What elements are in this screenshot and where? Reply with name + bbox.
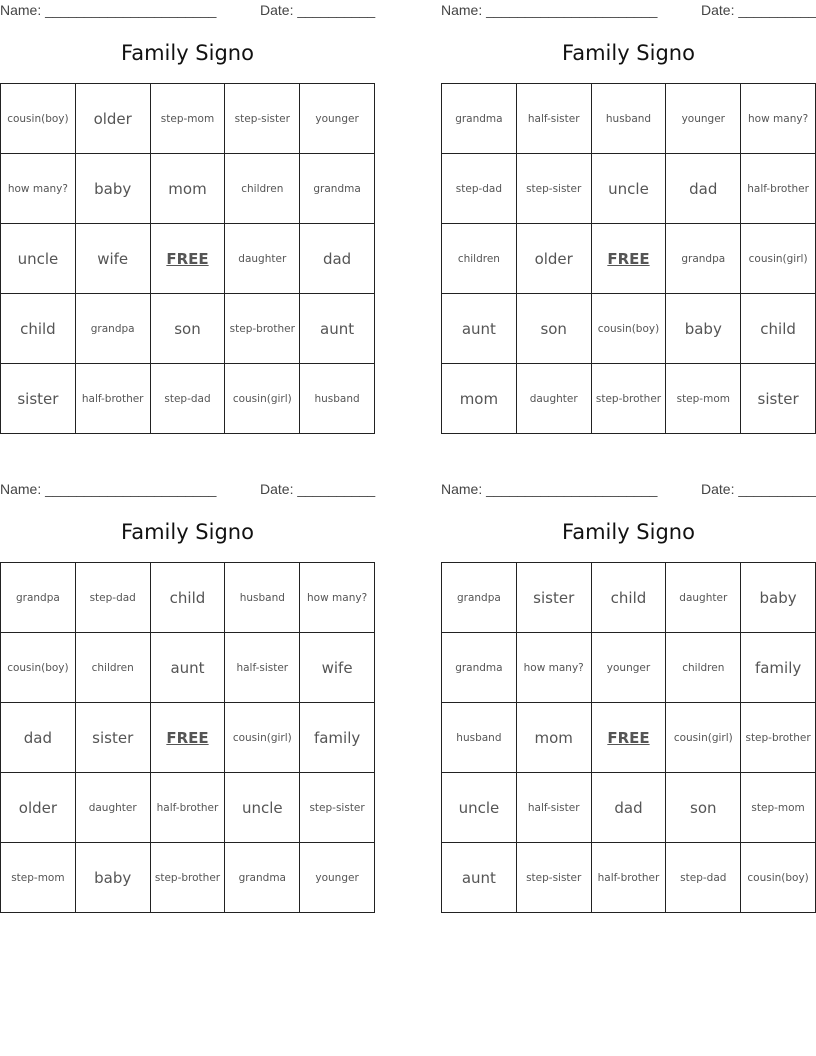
cell-text: sister [757,389,799,408]
bingo-cell [225,843,300,913]
bingo-cell [1,84,76,154]
bingo-cell [300,294,375,364]
cell-text: cousin(girl) [232,392,292,405]
bingo-cell [442,294,517,364]
cell-text: older [534,249,573,268]
cell-text: son [690,798,717,817]
cell-text: step-dad [164,392,211,405]
name-field: Name: ______________________ [0,481,217,497]
bingo-cell [225,563,300,633]
name-field: Name: ______________________ [441,2,658,18]
cell-text: wife [97,249,129,268]
cell-text: cousin(boy) [7,112,69,125]
cell-text: dad [23,728,53,747]
cell-text: wife [321,658,353,677]
bingo-cell [151,843,226,913]
cell-text: step-sister [234,112,290,125]
cell-text: cousin(girl) [232,731,292,744]
bingo-cell [76,294,151,364]
cell-text: half-brother [81,392,144,405]
bingo-cell [517,294,592,364]
cell-text: FREE [607,728,650,747]
cell-text: how many? [523,661,584,674]
cell-text: son [174,319,201,338]
cell-text: half-sister [527,112,580,125]
cell-text: older [18,798,58,817]
bingo-cell [741,224,816,294]
cell-text: family [313,728,361,747]
bingo-cell [300,563,375,633]
bingo-cell [592,84,667,154]
bingo-cell [300,773,375,843]
cell-text: children [682,661,725,674]
cell-text: daughter [529,392,578,405]
cell-text: aunt [320,319,355,338]
bingo-cell [1,703,76,773]
bingo-cell [666,843,741,913]
name-field: Name: ______________________ [0,2,217,18]
cell-text: grandpa [681,252,726,265]
bingo-cell [1,154,76,224]
bingo-cell [592,843,667,913]
bingo-cell [741,843,816,913]
date-field: Date: __________ [701,2,816,18]
cell-text: child [169,588,206,607]
bingo-grid [441,562,816,913]
bingo-cell [666,633,741,703]
free-space [592,703,667,773]
bingo-cell [517,773,592,843]
cell-text: step-dad [680,871,727,884]
cell-text: dad [322,249,352,268]
bingo-cell [76,154,151,224]
bingo-cell [300,703,375,773]
name-field: Name: ______________________ [441,481,658,497]
free-space [151,224,226,294]
bingo-cell [1,294,76,364]
bingo-cell [592,364,667,434]
bingo-cell [151,563,226,633]
cell-text: step-mom [751,801,805,814]
bingo-cell [666,224,741,294]
card-title: Family Signo [562,520,695,544]
bingo-cell [592,294,667,364]
card-title: Family Signo [121,520,254,544]
cell-text: FREE [166,249,209,268]
bingo-cell [76,843,151,913]
bingo-cell [300,224,375,294]
bingo-cell [517,843,592,913]
cell-text: husband [605,112,652,125]
bingo-cell [741,773,816,843]
cell-text: FREE [607,249,650,268]
bingo-cell [225,633,300,703]
cell-text: mom [534,728,573,747]
cell-text: half-brother [156,801,219,814]
bingo-cell [151,84,226,154]
cell-text: half-brother [597,871,660,884]
bingo-cell [741,294,816,364]
cell-text: grandma [455,661,503,674]
bingo-cell [76,563,151,633]
bingo-cell [76,224,151,294]
cell-text: younger [606,661,651,674]
bingo-cell [442,364,517,434]
cell-text: cousin(boy) [597,322,660,335]
cell-text: grandpa [456,591,501,604]
bingo-cell [225,294,300,364]
bingo-cell [225,364,300,434]
bingo-cell [225,773,300,843]
bingo-cell [225,84,300,154]
cell-text: grandma [313,182,361,195]
cell-text: younger [315,871,359,884]
bingo-cell [225,154,300,224]
cell-text: mom [168,179,207,198]
bingo-cell [300,84,375,154]
bingo-cell [517,633,592,703]
bingo-cell [517,563,592,633]
date-field: Date: __________ [701,481,816,497]
cell-text: child [20,319,56,338]
bingo-cell [592,773,667,843]
cell-text: step-dad [455,182,503,195]
cell-text: younger [681,112,725,125]
cell-text: children [457,252,500,265]
cell-text: daughter [679,591,728,604]
bingo-cell [442,563,517,633]
cell-text: how many? [7,182,68,195]
date-field: Date: __________ [260,481,376,497]
bingo-cell [300,154,375,224]
cell-text: daughter [88,801,137,814]
cell-text: daughter [238,252,287,265]
bingo-cell [76,773,151,843]
cell-text: step-mom [160,112,215,125]
bingo-cell [300,843,375,913]
bingo-cell [442,773,517,843]
bingo-cell [517,364,592,434]
cell-text: husband [456,731,502,744]
cell-text: baby [684,319,722,338]
card-title: Family Signo [562,41,695,65]
cell-text: uncle [458,798,500,817]
bingo-cell [741,364,816,434]
bingo-grid [441,83,816,434]
bingo-cell [666,773,741,843]
cell-text: FREE [166,728,209,747]
cell-text: step-brother [595,392,662,405]
card-header [441,481,816,499]
bingo-cell [1,843,76,913]
cell-text: baby [94,868,132,887]
bingo-cell [1,224,76,294]
cell-text: grandpa [15,591,60,604]
free-space [151,703,226,773]
bingo-cell [666,84,741,154]
card-header [0,2,375,20]
card-title: Family Signo [121,41,254,65]
bingo-card-4 [441,479,816,913]
bingo-cell [76,364,151,434]
bingo-cell [225,224,300,294]
cell-text: child [610,588,647,607]
bingo-card-3 [0,479,375,913]
bingo-cell [442,633,517,703]
cell-text: step-sister [309,801,365,814]
bingo-cell [666,294,741,364]
bingo-cell [517,703,592,773]
cell-text: aunt [461,868,496,887]
cell-text: children [91,661,134,674]
bingo-cell [1,773,76,843]
bingo-cell [442,154,517,224]
cell-text: uncle [17,249,59,268]
bingo-cell [151,154,226,224]
free-space [592,224,667,294]
bingo-cell [442,703,517,773]
cell-text: step-mom [676,392,730,405]
bingo-card-1 [0,0,375,434]
cell-text: sister [533,588,575,607]
cell-text: younger [315,112,359,125]
cell-text: grandpa [90,322,135,335]
bingo-grid [0,83,375,434]
cell-text: cousin(boy) [7,661,69,674]
bingo-cell [151,633,226,703]
cell-text: sister [92,728,134,747]
cell-text: cousin(boy) [747,871,809,884]
cell-text: husband [314,392,360,405]
bingo-cell [741,703,816,773]
cell-text: how many? [748,112,809,125]
cell-text: family [754,658,802,677]
bingo-cell [1,563,76,633]
cell-text: step-brother [154,871,221,884]
bingo-grid [0,562,375,913]
cell-text: how many? [307,591,368,604]
cell-text: step-brother [229,322,295,335]
bingo-cell [517,224,592,294]
cell-text: grandma [238,871,286,884]
bingo-card-2 [441,0,816,434]
bingo-cell [1,364,76,434]
cell-text: half-sister [236,661,289,674]
cell-text: cousin(girl) [748,252,808,265]
bingo-cell [76,84,151,154]
bingo-cell [151,294,226,364]
bingo-cell [517,154,592,224]
bingo-cell [666,563,741,633]
bingo-cell [741,84,816,154]
bingo-cell [666,154,741,224]
cell-text: child [760,319,796,338]
cell-text: dad [689,179,718,198]
cell-text: aunt [461,319,496,338]
bingo-cell [442,843,517,913]
bingo-cell [666,703,741,773]
bingo-cell [517,84,592,154]
bingo-cell [76,703,151,773]
bingo-cell [741,633,816,703]
cell-text: dad [614,798,643,817]
bingo-cell [592,563,667,633]
cell-text: baby [94,179,132,198]
bingo-cell [592,154,667,224]
bingo-cell [300,633,375,703]
cell-text: grandma [455,112,503,125]
cell-text: half-brother [747,182,809,195]
cell-text: step-sister [526,182,582,195]
cell-text: step-sister [526,871,582,884]
cell-text: mom [459,389,499,408]
cell-text: cousin(girl) [673,731,733,744]
cell-text: step-brother [745,731,811,744]
bingo-cell [741,154,816,224]
cell-text: aunt [170,658,205,677]
cell-text: older [93,109,132,128]
cell-text: children [241,182,284,195]
date-field: Date: __________ [260,2,376,18]
bingo-cell [442,224,517,294]
bingo-cell [666,364,741,434]
bingo-cell [225,703,300,773]
cell-text: uncle [241,798,283,817]
bingo-cell [151,364,226,434]
bingo-cell [151,773,226,843]
cell-text: baby [759,588,797,607]
cell-text: step-mom [11,871,65,884]
bingo-cell [592,633,667,703]
cell-text: son [540,319,567,338]
bingo-cell [300,364,375,434]
cell-text: sister [17,389,59,408]
card-header [0,481,375,499]
bingo-cell [1,633,76,703]
bingo-cell [442,84,517,154]
card-header [441,2,816,20]
cell-text: half-sister [527,801,580,814]
cell-text: husband [239,591,285,604]
bingo-cell [76,633,151,703]
bingo-cell [741,563,816,633]
cell-text: uncle [608,179,649,198]
cell-text: step-dad [89,591,136,604]
